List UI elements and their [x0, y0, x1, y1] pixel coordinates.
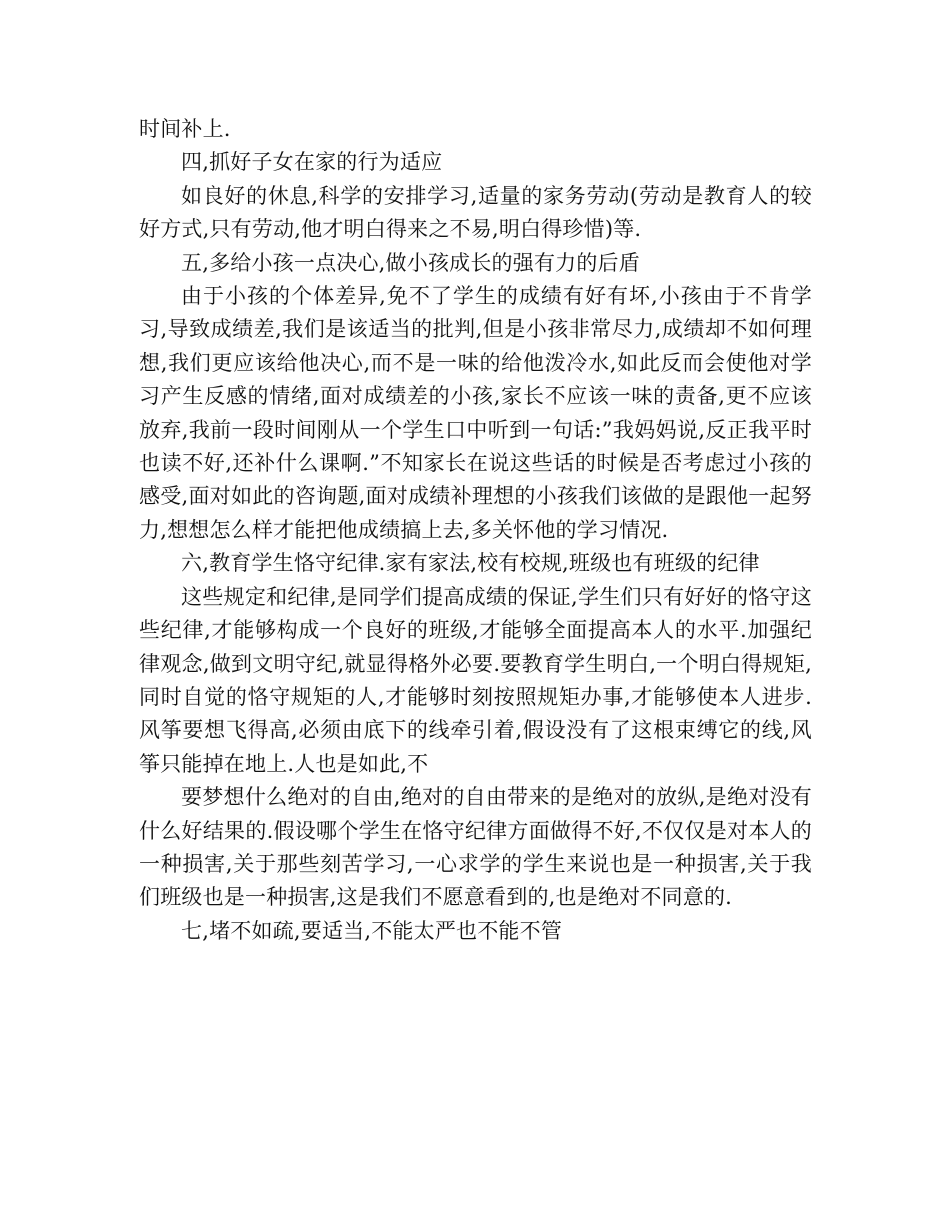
paragraph-body: 由于小孩的个体差异,免不了学生的成绩有好有坏,小孩由于不肯学习,导致成绩差,我们是该适当的批判,但是小孩非常尽力,成绩却不如何理想,我们更应该给他决心,而不是一味的给他泼冷水,如此反而会使他对学习产生反感的情绪,面对成绩差的小孩,家长不应该一味的责备,更不应该放弃,我前一段时间刚从一个学生口中听到一句话:”我妈妈说,反正我平时也读不好,还补什么课啊.”不知家长在说这些话的时候是否考虑过小孩的感受,面对如此的咨询题,面对成绩补理想的小孩我们该做的是跟他一起努力,想想怎么样才能把他成绩搞上去,多关怀他的学习情况. [139, 284, 812, 542]
section-heading-4: 四,抓好子女在家的行为适应 [181, 150, 443, 175]
section-heading-5: 五,多给小孩一点决心,做小孩成长的强有力的后盾 [181, 250, 640, 275]
paragraph-body: 这些规定和纪律,是同学们提高成绩的保证,学生们只有好好的恪守这些纪律,才能够构成一个良好的班级,才能够全面提高本人的水平.加强纪律观念,做到文明守纪,就显得格外必要.要教育学生明白,一个明白得规矩,同时自觉的恪守规矩的人,才能够时刻按照规矩办事,才能够使本人进步.风筝要想飞得高,必须由底下的线牵引着,假设没有了这根束缚它的线,风筝只能掉在地上.人也是如此,不 [139, 584, 812, 776]
paragraph-body: 要梦想什么绝对的自由,绝对的自由带来的是绝对的放纵,是绝对没有什么好结果的.假设哪个学生在恪守纪律方面做得不好,不仅仅是对本人的一种损害,关于那些刻苦学习,一心求学的学生来说也是一种损害,关于我们班级也是一种损害,这是我们不愿意看到的,也是绝对不同意的. [139, 785, 812, 910]
document-body [139, 113, 812, 948]
paragraph-body: 如良好的休息,科学的安排学习,适量的家务劳动(劳动是教育人的较好方式,只有劳动,他才明白得来之不易,明白得珍惜)等. [139, 183, 812, 242]
section-heading-6: 六,教育学生恪守纪律.家有家法,校有校规,班级也有班级的纪律 [181, 551, 760, 576]
paragraph-continuation: 时间补上. [139, 117, 231, 141]
section-heading-7: 七,堵不如疏,要适当,不能太严也不能不管 [181, 918, 563, 943]
